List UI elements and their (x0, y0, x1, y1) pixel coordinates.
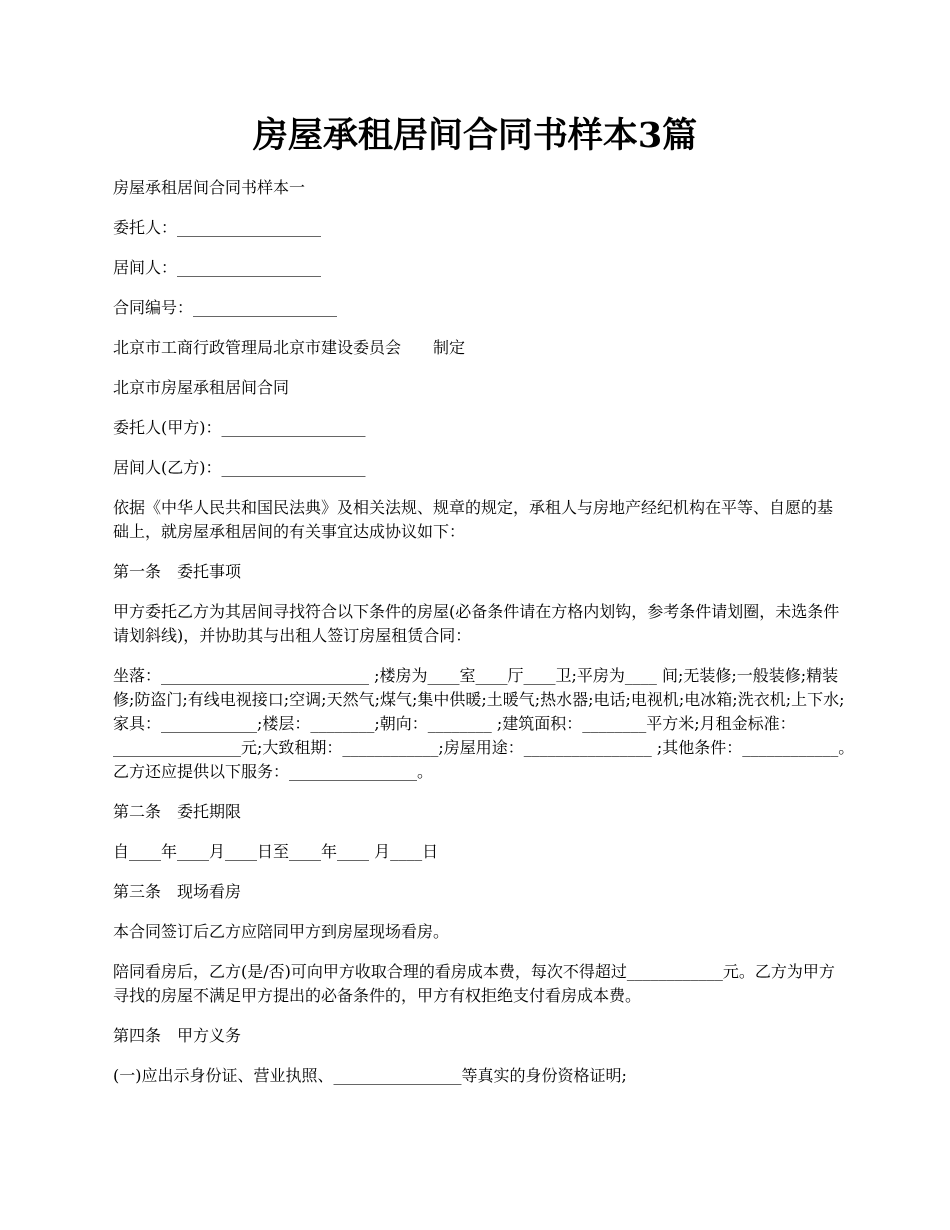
document-title: 房屋承租居间合同书样本3篇 (252, 115, 698, 156)
paragraph-article-1-intro: 甲方委托乙方为其居间寻找符合以下条件的房屋(必备条件请在方格内划钩，参考条件请划圈，未选条件请划斜线)，并协助其与出租人签订房屋租赁合同： (113, 602, 840, 645)
paragraph-intermediary: 居间人：__________________ (113, 258, 322, 277)
paragraph-viewing: 本合同签订后乙方应陪同甲方到房屋现场看房。 (113, 922, 450, 941)
paragraph-principal: 委托人：__________________ (113, 218, 322, 237)
paragraph-contract-name: 北京市房屋承租居间合同 (113, 378, 290, 397)
document-body (113, 176, 879, 1104)
paragraph-term: 自____年____月____日至____年____ 月____日 (113, 842, 439, 861)
paragraph-obligation-1: (一)应出示身份证、营业执照、________________等真实的身份资格证明; (113, 1066, 627, 1085)
section-heading-article-3: 第三条 现场看房 (113, 882, 242, 901)
paragraph-preamble: 依据《中华人民共和国民法典》及相关法规、规章的规定，承租人与房地产经纪机构在平等、自愿的基础上，就房屋承租居间的有关事宜达成协议如下： (113, 498, 834, 541)
section-heading-article-4: 第四条 甲方义务 (113, 1026, 242, 1045)
paragraph-sample-heading: 房屋承租居间合同书样本一 (113, 178, 306, 197)
paragraph-party-a: 委托人(甲方)：__________________ (113, 418, 366, 437)
paragraph-contract-number: 合同编号：__________________ (113, 298, 338, 317)
section-heading-article-2: 第二条 委托期限 (113, 802, 242, 821)
paragraph-property-conditions: 坐落：__________________________ ;楼房为____室____厅____卫;平房为____ 间;无装修;一般装修;精装修;防盗门;有线电视接口;空调;天然气;煤气;集中供暖;土暖气;热水器;电话;电视机;电冰箱;洗衣机;上下水;家具：____________;楼层：________;朝向：________ ;建筑面积：________平方米;月租金标准：________________元;大致租期：____________;房屋用途：________________ ;其他条件：____________。 乙方还应提供以下服务：________________。 (113, 666, 879, 781)
paragraph-viewing-fee: 陪同看房后，乙方(是/否)可向甲方收取合理的看房成本费，每次不得超过____________元。乙方为甲方寻找的房屋不满足甲方提出的必备条件的，甲方有权拒绝支付看房成本费。 (113, 962, 835, 1005)
paragraph-party-b: 居间人(乙方)：__________________ (113, 458, 366, 477)
paragraph-issuer: 北京市工商行政管理局北京市建设委员会 制定 (113, 338, 466, 357)
section-heading-article-1: 第一条 委托事项 (113, 562, 242, 581)
